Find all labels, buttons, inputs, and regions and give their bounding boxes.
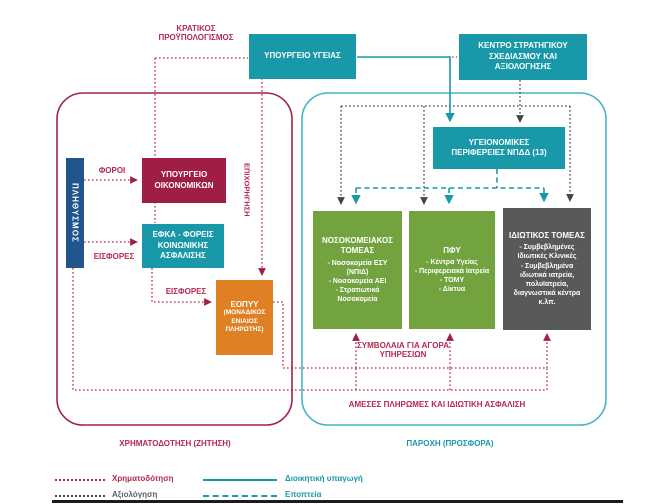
provision-supply-section-label: ΠΑΡΟΧΗ (ΠΡΟΣΦΟΡΑ) xyxy=(406,439,494,448)
administrative-line xyxy=(357,57,450,120)
health-regions-box xyxy=(433,127,565,169)
eopyy-box xyxy=(216,280,273,355)
legend-funding-label: Χρηματοδότηση xyxy=(112,474,174,483)
direct-payments-label: ΑΜΕΣΕΣ ΠΛΗΡΩΜΕΣ ΚΑΙ ΙΔΙΩΤΙΚΗ ΑΣΦΑΛΙΣΗ xyxy=(348,400,526,409)
hospital-sector-box xyxy=(313,211,402,329)
list-item: - Κέντρα Υγείας xyxy=(426,259,478,266)
hospital-sector-title: ΝΟΣΟΚΟΜΕΙΑΚΟΣ ΤΟΜΕΑΣ xyxy=(321,235,394,256)
legend-evaluation-label: Αξιολόγηση xyxy=(112,490,158,499)
legend-evaluation-line xyxy=(55,495,105,497)
legend-supervision-line xyxy=(203,495,277,497)
legend-administrative-label: Διοικητική υπαγωγή xyxy=(285,474,363,483)
eopyy-subtitle: (ΜΟΝΑΔΙΚΟΣ ΕΝΙΑΙΟΣ ΠΛΗΡΩΤΗΣ) xyxy=(223,308,266,334)
eopyy-title: ΕΟΠΥΥ xyxy=(230,299,259,309)
primary-care-items xyxy=(412,258,492,294)
population-label: ΠΛΗΘΥΣΜΟΣ xyxy=(70,183,80,243)
strategic-planning-center-box xyxy=(459,34,587,80)
bottom-rule xyxy=(52,500,623,503)
hospital-sector-items xyxy=(315,259,400,304)
list-item: - ΤΟΜΥ xyxy=(439,277,465,285)
population-box xyxy=(66,158,84,268)
efka-label: ΕΦΚΑ - ΦΟΡΕΙΣ ΚΟΙΝΩΝΙΚΗΣ ΑΣΦΑΛΙΣΗΣ xyxy=(152,230,214,261)
primary-care-title: ΠΦΥ xyxy=(443,245,461,255)
legend-supervision-label: Εποπτεία xyxy=(285,490,322,499)
list-item: - Συμβεβλημένες Ιδιωτικές Κλινικές xyxy=(517,244,577,261)
private-sector-items xyxy=(505,243,589,307)
list-item: - Νοσοκομεία ΕΣΥ (ΝΠΙΔ) xyxy=(327,259,388,276)
list-item: - Στρατιωτικά Νοσοκομεία xyxy=(335,286,380,304)
list-item: - Συμβεβλημένα ιδιωτικά ιατρεία, πολυϊατρεία, διαγνωστικά κέντρα κ.λπ. xyxy=(513,262,581,306)
list-item: - Νοσοκομεία ΑΕΙ xyxy=(328,277,387,285)
contracts-label: ΣΥΜΒΟΛΑΙΑ ΓΙΑ ΑΓΟΡΑ ΥΠΗΡΕΣΙΩΝ xyxy=(357,341,449,360)
list-item: - Περιφερειακά Ιατρεία xyxy=(414,268,490,276)
taxes-label: ΦΟΡΟΙ xyxy=(98,166,126,175)
private-sector-title: ΙΔΙΩΤΙΚΟΣ ΤΟΜΕΑΣ xyxy=(509,230,585,240)
health-regions-label: ΥΓΕΙΟΝΟΜΙΚΕΣ ΠΕΡΙΦΕΡΕΙΕΣ ΝΠΔΔ (13) xyxy=(451,137,547,157)
list-item: - Δίκτυα xyxy=(438,286,466,294)
ministry-of-finance-box xyxy=(142,158,226,203)
legend-administrative-line xyxy=(203,479,277,481)
efka-box xyxy=(142,224,224,268)
ministry-of-health-box xyxy=(249,34,356,79)
ministry-of-finance-label: ΥΠΟΥΡΓΕΙΟ ΟΙΚΟΝΟΜΙΚΩΝ xyxy=(154,170,214,190)
private-sector-box xyxy=(503,208,591,330)
subsidy-label: ΕΠΙΧΟΡΗΓΗΣΗ xyxy=(242,163,252,217)
ministry-of-health-label: ΥΠΟΥΡΓΕΙΟ ΥΓΕΙΑΣ xyxy=(264,51,341,61)
funding-demand-section-label: ΧΡΗΜΑΤΟΔΟΤΗΣΗ (ΖΗΤΗΣΗ) xyxy=(119,439,231,448)
legend-funding-line xyxy=(55,479,105,481)
supervision-flow-lines xyxy=(356,169,544,202)
state-budget-label: ΚΡΑΤΙΚΟΣ ΠΡΟΫΠΟΛΟΓΙΣΜΟΣ xyxy=(158,24,234,43)
contributions-eopyy-label: ΕΙΣΦΟΡΕΣ xyxy=(165,287,207,296)
contributions-efka-label: ΕΙΣΦΟΡΕΣ xyxy=(93,252,135,261)
strategic-planning-center-label: ΚΕΝΤΡΟ ΣΤΡΑΤΗΓΙΚΟΥ ΣΧΕΔΙΑΣΜΟΥ ΚΑΙ ΑΞΙΟΛΟΓΗΣΗΣ xyxy=(478,41,568,72)
primary-care-box xyxy=(409,211,495,329)
